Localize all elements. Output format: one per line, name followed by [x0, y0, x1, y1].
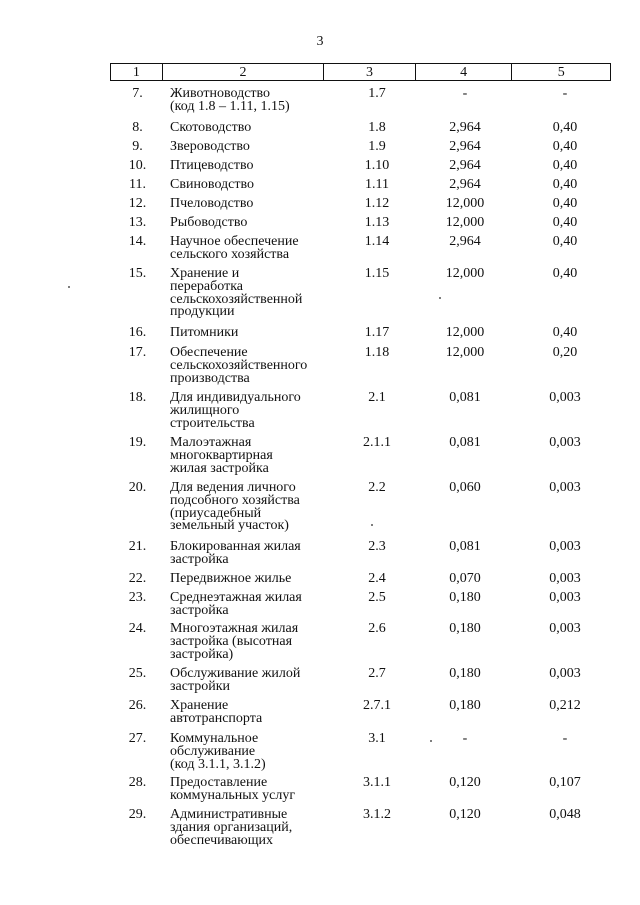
row-value-col4: - — [462, 731, 468, 746]
row-value-col5: 0,40 — [552, 215, 578, 230]
row-value-col5: 0,212 — [549, 698, 581, 713]
row-number: 24. — [128, 621, 147, 636]
row-value-col5: 0,003 — [549, 390, 581, 405]
row-number: 15. — [128, 266, 147, 281]
row-number: 29. — [128, 807, 147, 822]
header-col-1: 1 — [111, 64, 163, 80]
row-value-col5: 0,40 — [552, 158, 578, 173]
row-number: 25. — [128, 666, 147, 681]
row-number: 18. — [128, 390, 147, 405]
header-col-3: 3 — [324, 64, 416, 80]
row-name: Административные здания организаций, обеспечивающих — [170, 807, 293, 848]
header-col-2: 2 — [163, 64, 324, 80]
row-name: Малоэтажная многоквартирная жилая застройка — [170, 435, 273, 476]
row-name: Для индивидуального жилищного строительства — [170, 390, 301, 431]
row-code: 1.12 — [364, 196, 390, 211]
row-code: 2.6 — [368, 621, 386, 636]
row-value-col4: 0,081 — [449, 539, 481, 554]
row-value-col4: 0,180 — [449, 698, 481, 713]
scan-speck — [430, 740, 432, 742]
header-col-5: 5 — [557, 65, 565, 80]
row-number: 17. — [128, 345, 147, 360]
row-value-col5: 0,003 — [549, 666, 581, 681]
row-value-col4: 2,964 — [449, 158, 481, 173]
row-number: 14. — [128, 234, 147, 249]
row-code: 2.2 — [368, 480, 386, 495]
row-value-col5: 0,40 — [552, 325, 578, 340]
header-col-4: 4 — [416, 64, 513, 80]
row-value-col4: 12,000 — [445, 266, 485, 281]
row-name: Хранение автотранспорта — [170, 698, 263, 726]
row-number: 26. — [128, 698, 147, 713]
row-name: Обеспечение сельскохозяйственного производства — [170, 345, 308, 386]
row-value-col4: 2,964 — [449, 234, 481, 249]
row-code: 1.14 — [364, 234, 390, 249]
row-value-col5: - — [562, 86, 568, 101]
row-code: 1.13 — [364, 215, 390, 230]
row-number: 16. — [128, 325, 147, 340]
scan-speck — [439, 297, 441, 299]
row-code: 1.15 — [364, 266, 390, 281]
row-code: 1.17 — [364, 325, 390, 340]
row-code: 2.1 — [368, 390, 386, 405]
row-name: Научное обеспечение сельского хозяйства — [170, 234, 299, 262]
row-value-col5: 0,003 — [549, 539, 581, 554]
row-value-col4: 0,180 — [449, 666, 481, 681]
row-name: Животноводство (код 1.8 – 1.11, 1.15) — [170, 86, 290, 114]
row-code: 2.3 — [368, 539, 386, 554]
row-name: Для ведения личного подсобного хозяйства (приусадебный земельный участок) — [170, 480, 300, 534]
row-code: 3.1 — [368, 731, 386, 746]
row-value-col4: 0,081 — [449, 435, 481, 450]
row-value-col4: 12,000 — [445, 215, 485, 230]
row-value-col4: 0,060 — [449, 480, 481, 495]
row-value-col5: 0,048 — [549, 807, 581, 822]
row-value-col4: 12,000 — [445, 196, 485, 211]
row-code: 3.1.1 — [363, 775, 391, 790]
row-value-col4: 12,000 — [445, 345, 485, 360]
row-value-col5: 0,003 — [549, 480, 581, 495]
row-name: Птицеводство — [170, 158, 254, 173]
row-code: 1.10 — [364, 158, 390, 173]
row-code: 1.11 — [365, 177, 389, 192]
row-number: 21. — [128, 539, 147, 554]
row-number: 20. — [128, 480, 147, 495]
table-header — [110, 63, 611, 81]
row-value-col5: 0,003 — [549, 590, 581, 605]
row-value-col4: 0,070 — [449, 571, 481, 586]
row-value-col5: 0,40 — [552, 266, 578, 281]
row-number: 19. — [128, 435, 147, 450]
row-value-col4: 0,081 — [449, 390, 481, 405]
row-code: 2.5 — [368, 590, 386, 605]
row-code: 2.4 — [368, 571, 386, 586]
row-number: 23. — [128, 590, 147, 605]
row-value-col5: 0,003 — [549, 571, 581, 586]
row-code: 2.7 — [368, 666, 386, 681]
row-number: 11. — [129, 177, 146, 192]
row-value-col5: 0,003 — [549, 435, 581, 450]
row-name: Коммунальное обслуживание (код 3.1.1, 3.1.2) — [170, 731, 266, 772]
row-value-col5: 0,40 — [552, 177, 578, 192]
row-code: 1.18 — [364, 345, 390, 360]
row-code: 3.1.2 — [363, 807, 391, 822]
row-name: Многоэтажная жилая застройка (высотная застройка) — [170, 621, 299, 662]
row-number: 10. — [128, 158, 147, 173]
row-code: 2.7.1 — [363, 698, 391, 713]
row-name: Среднеэтажная жилая застройка — [170, 590, 302, 618]
row-code: 1.9 — [368, 139, 386, 154]
row-value-col4: 0,120 — [449, 807, 481, 822]
row-value-col5: 0,40 — [552, 120, 578, 135]
row-value-col4: 0,180 — [449, 590, 481, 605]
row-name: Пчеловодство — [170, 196, 254, 211]
row-name: Блокированная жилая застройка — [170, 539, 301, 567]
row-value-col5: 0,40 — [552, 139, 578, 154]
row-name: Рыбоводство — [170, 215, 248, 230]
row-number: 28. — [128, 775, 147, 790]
row-value-col4: 2,964 — [449, 139, 481, 154]
row-number: 9. — [132, 139, 143, 154]
row-name: Скотоводство — [170, 120, 252, 135]
row-value-col4: 2,964 — [449, 120, 481, 135]
row-number: 22. — [128, 571, 147, 586]
scan-speck — [68, 286, 70, 288]
row-value-col4: - — [462, 86, 468, 101]
row-name: Предоставление коммунальных услуг — [170, 775, 296, 803]
row-number: 8. — [132, 120, 143, 135]
row-value-col4: 0,180 — [449, 621, 481, 636]
scan-speck — [371, 524, 373, 526]
row-value-col5: 0,107 — [549, 775, 581, 790]
row-code: 1.7 — [368, 86, 386, 101]
row-value-col5: 0,40 — [552, 234, 578, 249]
row-code: 2.1.1 — [363, 435, 391, 450]
row-value-col5: - — [562, 731, 568, 746]
row-name: Обслуживание жилой застройки — [170, 666, 301, 694]
row-value-col4: 12,000 — [445, 325, 485, 340]
row-number: 13. — [128, 215, 147, 230]
row-name: Питомники — [170, 325, 239, 340]
row-value-col5: 0,20 — [552, 345, 578, 360]
row-value-col4: 2,964 — [449, 177, 481, 192]
page-number: 3 — [316, 34, 324, 49]
row-code: 1.8 — [368, 120, 386, 135]
row-value-col5: 0,003 — [549, 621, 581, 636]
row-name: Передвижное жилье — [170, 571, 292, 586]
row-name: Звероводство — [170, 139, 250, 154]
row-name: Хранение и переработка сельскохозяйственной продукции — [170, 266, 303, 320]
row-number: 12. — [128, 196, 147, 211]
row-number: 27. — [128, 731, 147, 746]
row-value-col5: 0,40 — [552, 196, 578, 211]
row-value-col4: 0,120 — [449, 775, 481, 790]
row-name: Свиноводство — [170, 177, 255, 192]
row-number: 7. — [132, 86, 143, 101]
